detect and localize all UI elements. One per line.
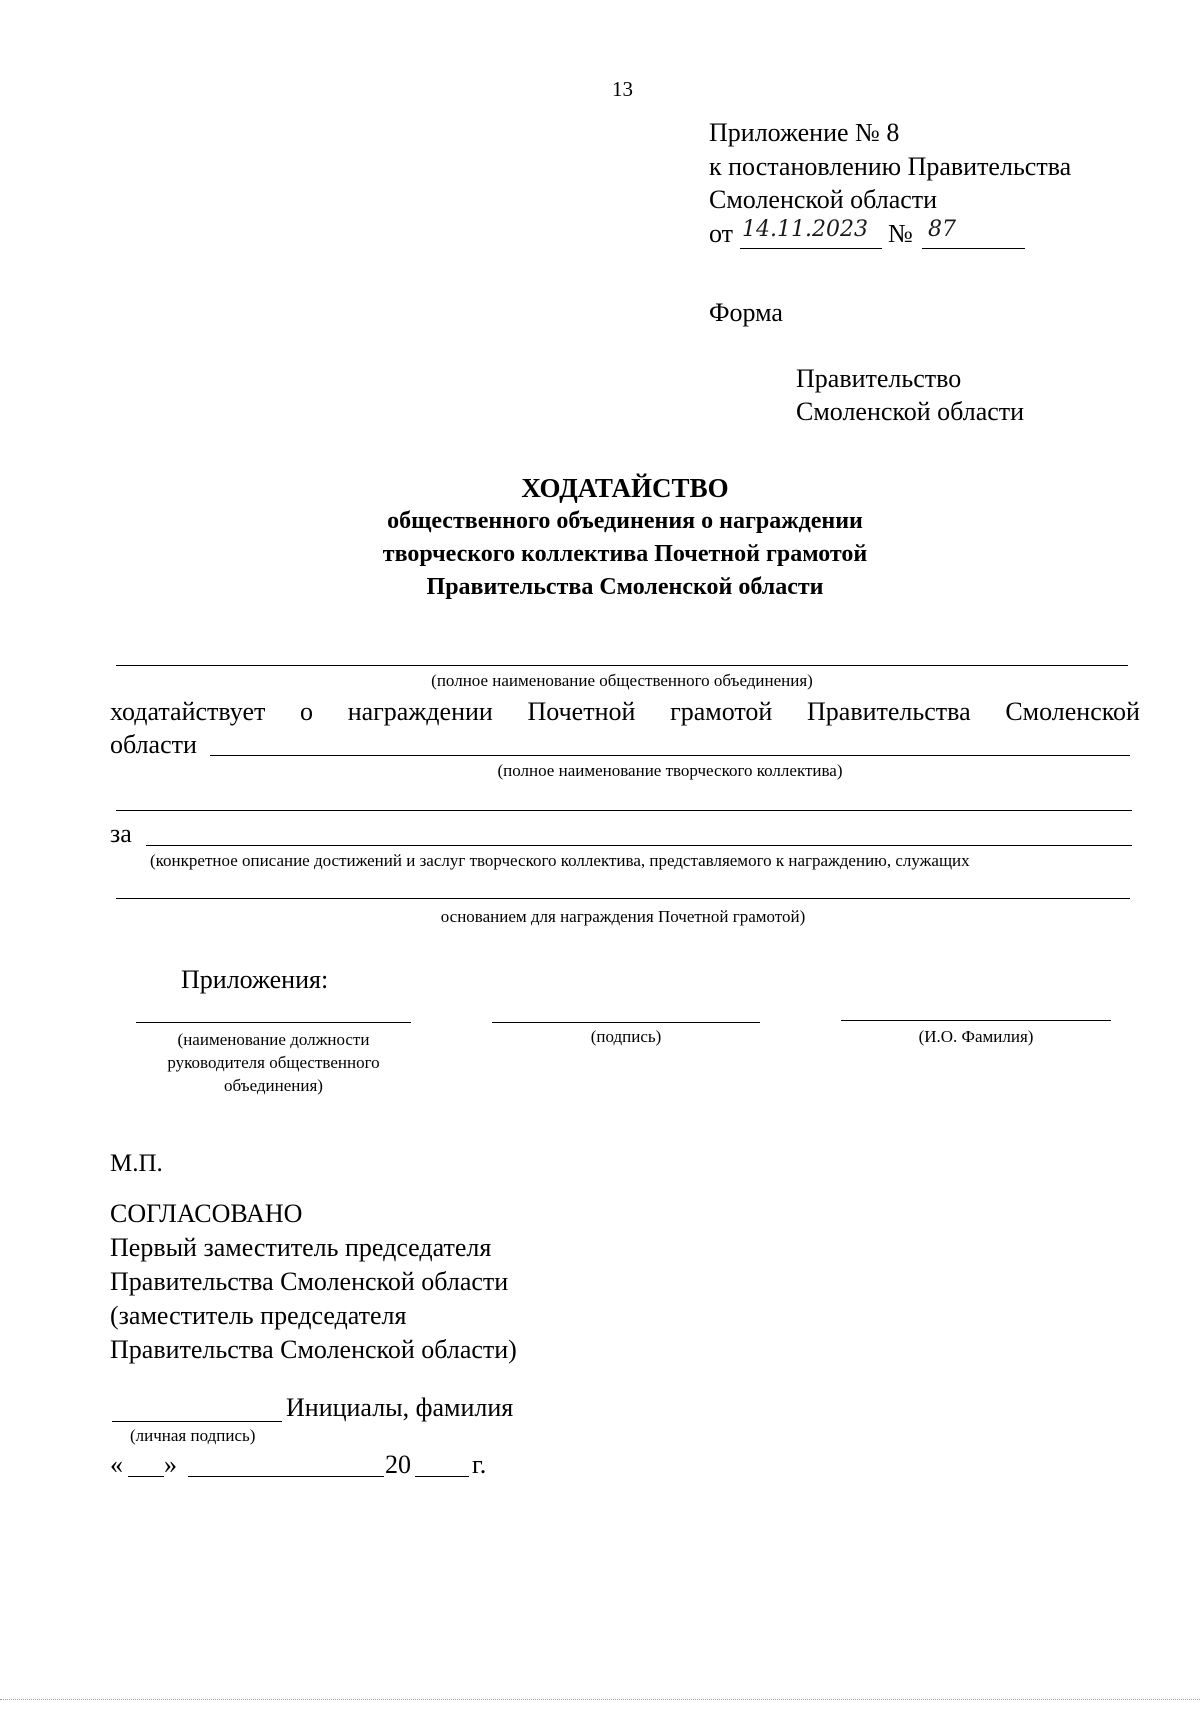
caption-collective-name: (полное наименование творческого коллектива) [497,761,843,780]
agreed-title: СОГЛАСОВАНО [110,1199,303,1228]
handwritten-number: 87 [928,217,956,242]
day-line [128,1476,164,1477]
org-name-line [116,665,1128,666]
position-line [136,1022,411,1023]
petition-word: Почетной [527,697,636,726]
caption-position-line1: (наименование должности [177,1030,370,1049]
quote-open: « [110,1450,123,1479]
agreed-line2: Правительства Смоленской области [110,1267,509,1296]
number-sign: № [888,219,913,248]
scan-edge [0,1699,1200,1700]
year-suffix: г. [472,1450,487,1479]
caption-personal-sign: (личная подпись) [130,1426,256,1445]
appendix-region: Смоленской области [709,185,938,214]
name-line [841,1020,1111,1021]
title-line1: общественного объединения о награждении [387,508,863,534]
date-underline [740,248,882,249]
caption-position [126,1028,421,1097]
petition-word: ходатайствует [110,697,266,726]
agreed-line1: Первый заместитель председателя [110,1233,492,1262]
year-line [415,1476,469,1477]
signature-line [492,1022,760,1023]
title-line2: творческого коллектива Почетной грамотой [382,541,868,567]
appendix-date-prefix: от [709,219,734,248]
addressee-line2: Смоленской области [796,397,1025,426]
caption-position-line3: объединения) [224,1076,323,1095]
caption-org-name: (полное наименование общественного объединения) [431,671,813,690]
initials-surname: Инициалы, фамилия [286,1393,514,1422]
handwritten-date: 14.11.2023 [742,217,868,242]
title-main: ХОДАТАЙСТВО [521,473,729,503]
year-prefix: 20 [385,1450,411,1479]
page-number: 13 [612,77,633,101]
appendix-number: Приложение № 8 [709,118,900,147]
caption-position-line2: руководителя общественного [167,1053,380,1072]
petition-text [110,696,1140,728]
collective-name-line2 [116,810,1132,811]
oblasti-word: области [110,730,197,759]
petition-word: о [300,697,314,726]
achievements-line [146,845,1132,846]
number-underline [922,248,1025,249]
caption-achievements-2: основанием для награждения Почетной грамотой) [440,907,806,926]
form-label: Форма [709,298,783,327]
za-word: за [110,819,132,848]
petition-word: награждении [347,697,493,726]
collective-name-line [210,755,1130,756]
month-line [188,1476,384,1477]
agreed-line4: Правительства Смоленской области) [110,1335,517,1364]
personal-sign-line [112,1421,282,1422]
agreed-line3: (заместитель председателя [110,1301,407,1330]
attachments-label: Приложения: [181,965,329,994]
seal-place: М.П. [110,1150,163,1177]
petition-word: грамотой [670,697,773,726]
appendix-decree: к постановлению Правительства [709,152,1072,181]
caption-achievements-1: (конкретное описание достижений и заслуг творческого коллектива, представляемого к награждению, служащих [150,851,970,870]
quote-close: » [164,1450,177,1479]
caption-signature: (подпись) [590,1027,662,1046]
petition-word: Смоленской [1005,697,1140,726]
title-line3: Правительства Смоленской области [426,574,824,600]
addressee-line1: Правительство [796,364,962,393]
achievements-line2 [116,898,1130,899]
caption-name: (И.О. Фамилия) [918,1027,1034,1046]
petition-word: Правительства [807,697,971,726]
document-title [0,472,1200,604]
